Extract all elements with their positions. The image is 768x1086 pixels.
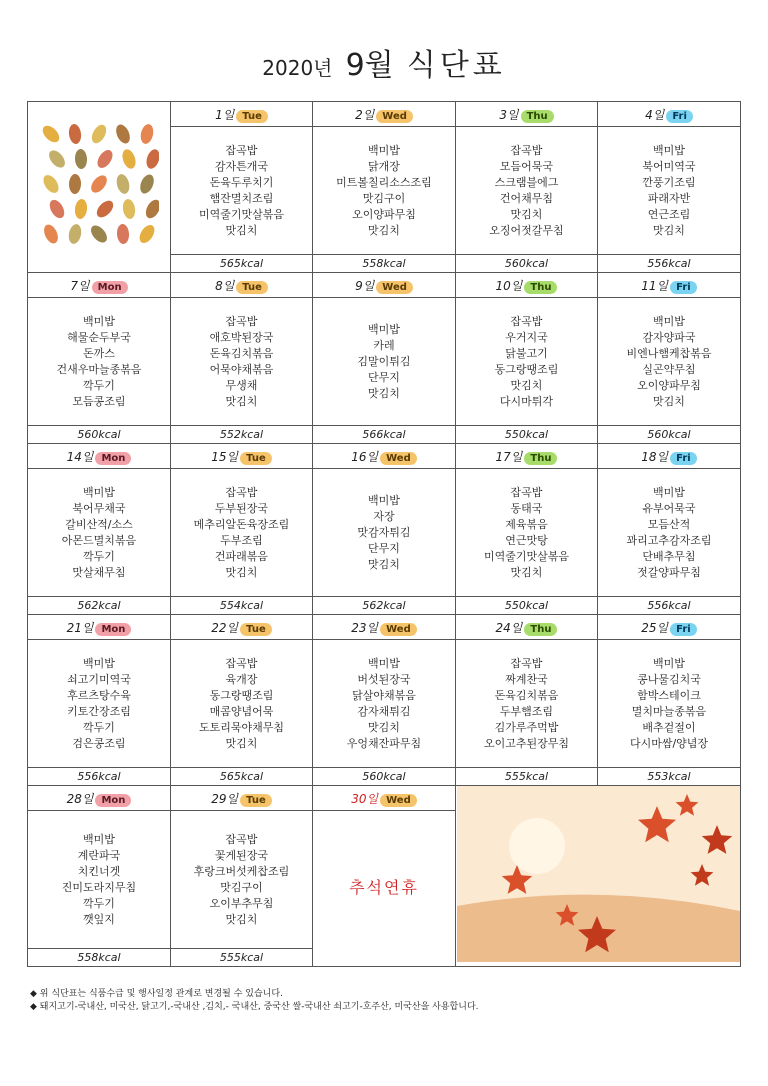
kcal-value: 555kcal [456, 768, 598, 786]
note-1: ◆ 위 식단표는 식품수급 및 행사일정 관계로 변경될 수 있습니다. [30, 989, 283, 999]
menu-item: 돈육김치볶음 [494, 688, 559, 702]
menu-item: 맛김치 [225, 223, 258, 237]
menu-item: 두부조림 [220, 533, 263, 547]
day-menu [171, 640, 313, 768]
day-date: 25일 [641, 620, 669, 635]
menu-item: 연근맛탕 [505, 533, 548, 547]
kcal-value: 560kcal [456, 255, 598, 273]
menu-item: 백미밥 [368, 322, 400, 336]
kcal-value: 552kcal [171, 426, 313, 444]
weekday-badge: Tue [236, 110, 268, 123]
day-menu [313, 811, 456, 967]
day-menu [313, 640, 456, 768]
day-date: 29일 [211, 791, 239, 806]
menu-item: 키토간장조림 [67, 704, 131, 718]
menu-item: 아몬드멸치볶음 [61, 533, 137, 547]
menu-item: 쇠고기미역국 [67, 672, 131, 686]
day-menu [598, 127, 741, 255]
leaf-icon [144, 148, 159, 171]
day-menu [313, 298, 456, 426]
menu-item: 감자채튀김 [357, 704, 411, 718]
menu-item: 맛김치 [368, 386, 400, 400]
day-date: 21일 [66, 620, 94, 635]
day-header [456, 444, 598, 469]
leaf-icon [41, 222, 60, 245]
menu-item: 콩나물김치국 [637, 672, 701, 686]
day-header [171, 615, 313, 640]
menu-item: 깍두기 [83, 378, 115, 392]
day-header [456, 102, 598, 127]
day-menu [456, 469, 598, 597]
menu-item: 제육볶음 [505, 517, 548, 531]
leaf-icon [68, 123, 83, 144]
day-header [456, 615, 598, 640]
day-header [28, 444, 171, 469]
menu-item: 건파래볶음 [214, 549, 269, 563]
day-menu [456, 298, 598, 426]
day-header [313, 102, 456, 127]
day-header [313, 615, 456, 640]
day-date: 18일 [641, 449, 669, 464]
kcal-value: 560kcal [598, 426, 741, 444]
day-date: 24일 [495, 620, 523, 635]
menu-item: 깻잎지 [83, 912, 115, 926]
weekday-badge: Tue [240, 452, 272, 465]
menu-item: 맛김치 [653, 223, 685, 237]
menu-item: 맛김치 [225, 912, 258, 926]
menu-item: 두부된장국 [214, 501, 269, 515]
weekday-badge: Mon [95, 623, 131, 636]
menu-item: 미역줄기맛살볶음 [198, 207, 284, 221]
day-date: 14일 [66, 449, 94, 464]
weekday-badge: Thu [524, 452, 557, 465]
kcal-value: 553kcal [598, 768, 741, 786]
day-menu [313, 127, 456, 255]
day-date: 16일 [351, 449, 379, 464]
menu-item: 백미밥 [368, 656, 400, 670]
menu-item: 맛김치 [368, 720, 400, 734]
menu-item: 맛김구이 [362, 191, 406, 205]
menu-item: 깍두기 [83, 896, 115, 910]
menu-item: 단무지 [368, 541, 400, 555]
day-menu [598, 469, 741, 597]
day-date: 2일 [355, 107, 375, 122]
menu-item: 백미밥 [368, 143, 400, 157]
menu-item: 오징어젓갈무침 [489, 223, 564, 237]
menu-item: 맛김치 [510, 378, 543, 392]
day-header [28, 786, 171, 811]
menu-item: 백미밥 [653, 314, 685, 328]
menu-item: 돈까스 [83, 346, 115, 360]
weekday-badge: Tue [236, 281, 268, 294]
menu-item: 햄잔멸치조림 [209, 191, 274, 205]
weekday-badge: Wed [376, 110, 413, 123]
day-date: 30일 [351, 791, 379, 806]
day-menu [598, 298, 741, 426]
menu-item: 맛김치 [225, 394, 258, 408]
menu-item: 감자튼개국 [214, 159, 269, 173]
note-2: ◆ 돼지고기-국내산, 미국산, 닭고기,-국내산 ,김치,- 국내산, 중국산 쌀-국내산 쇠고기-호주산, 미국산을 사용합니다. [30, 1002, 479, 1012]
menu-item: 단배추무침 [642, 549, 696, 563]
leaf-icon [137, 222, 158, 245]
leaf-icon [88, 172, 110, 195]
leaf-icon [40, 172, 61, 195]
kcal-value: 562kcal [28, 597, 171, 615]
title-year: 2020년 [262, 56, 333, 80]
title-text: 식단표 [406, 48, 506, 83]
menu-item: 맛김치 [653, 394, 685, 408]
kcal-value: 558kcal [28, 949, 171, 967]
day-date: 15일 [211, 449, 239, 464]
menu-item: 미트볼칠리소스조림 [336, 175, 432, 189]
menu-item: 꽈리고추감자조림 [626, 533, 712, 547]
kcal-value: 555kcal [171, 949, 313, 967]
menu-item: 모듬콩조림 [72, 394, 126, 408]
menu-table [27, 101, 741, 967]
kcal-value: 560kcal [313, 768, 456, 786]
menu-item: 애호박된장국 [209, 330, 274, 344]
menu-item: 카레 [373, 338, 395, 352]
day-date: 7일 [70, 278, 90, 293]
day-header [598, 444, 741, 469]
weekday-badge: Wed [380, 623, 417, 636]
menu-item: 비엔나햄케찹볶음 [626, 346, 712, 360]
menu-item: 맛김치 [225, 736, 258, 750]
menu-item: 모듬어묵국 [499, 159, 554, 173]
leaf-icon [40, 123, 63, 146]
kcal-value: 550kcal [456, 426, 598, 444]
day-menu [456, 127, 598, 255]
menu-item: 잡곡밥 [225, 143, 258, 157]
menu-item: 배추겉절이 [642, 720, 696, 734]
menu-item: 백미밥 [83, 485, 115, 499]
menu-item: 다시마쌈/양념장 [629, 736, 709, 750]
leaf-icon [46, 147, 68, 170]
notes [30, 988, 750, 1014]
menu-item: 잡곡밥 [225, 314, 258, 328]
menu-item: 맛김구이 [220, 880, 263, 894]
menu-item: 모듬산적 [647, 517, 691, 531]
menu-item: 감자양파국 [642, 330, 696, 344]
menu-item: 백미밥 [83, 314, 115, 328]
kcal-value: 565kcal [171, 768, 313, 786]
leaf-icon [94, 198, 117, 221]
menu-item: 돈육두루치기 [209, 175, 274, 189]
leaf-icon [113, 122, 132, 145]
day-date: 11일 [641, 278, 669, 293]
menu-item: 연근조림 [647, 207, 691, 221]
menu-item: 우거지국 [505, 330, 548, 344]
leaf-icon [67, 223, 83, 245]
weekday-badge: Fri [670, 281, 697, 294]
weekday-badge: Mon [95, 794, 131, 807]
day-date: 4일 [645, 107, 665, 122]
menu-item: 깍두기 [83, 549, 115, 563]
day-menu [28, 811, 171, 949]
menu-item: 버섯된장국 [357, 672, 411, 686]
kcal-value: 565kcal [171, 255, 313, 273]
kcal-value: 556kcal [598, 597, 741, 615]
day-header [598, 273, 741, 298]
kcal-value: 556kcal [598, 255, 741, 273]
menu-item: 잡곡밥 [510, 485, 543, 499]
day-header [28, 615, 171, 640]
menu-item: 잡곡밥 [510, 143, 543, 157]
menu-item: 건어채무침 [499, 191, 554, 205]
menu-item: 자장 [373, 509, 395, 523]
kcal-value: 556kcal [28, 768, 171, 786]
weekday-badge: Wed [380, 452, 417, 465]
title-month: 9월 [345, 48, 394, 83]
menu-item: 후르츠탕수육 [67, 688, 131, 702]
menu-item: 맛감자튀김 [357, 525, 411, 539]
menu-item: 맛김치 [510, 207, 543, 221]
menu-item: 김말이튀김 [357, 354, 411, 368]
autumn-scene-illustration [457, 786, 740, 962]
leaf-icon [116, 224, 129, 245]
leaf-icon [143, 197, 159, 220]
weekday-badge: Wed [380, 794, 417, 807]
day-menu [171, 469, 313, 597]
menu-item: 오이부추무침 [209, 896, 274, 910]
leaf-icon [122, 198, 137, 220]
day-date: 3일 [499, 107, 519, 122]
leaf-icon [69, 174, 82, 194]
leaf-icon [74, 198, 88, 219]
menu-item: 스크램블에그 [494, 175, 559, 189]
menu-item: 검은콩조림 [72, 736, 126, 750]
menu-item: 맛김치 [368, 223, 400, 237]
menu-item: 북어무채국 [72, 501, 126, 515]
weekday-badge: Fri [666, 110, 693, 123]
menu-item: 멸치마늘종볶음 [631, 704, 707, 718]
menu-item: 백미밥 [83, 656, 115, 670]
day-header [313, 786, 456, 811]
menu-item: 두부햄조림 [499, 704, 554, 718]
day-menu [313, 469, 456, 597]
day-menu [28, 469, 171, 597]
leaf-icon [139, 123, 155, 145]
day-date: 8일 [215, 278, 235, 293]
leaf-icon [89, 122, 109, 145]
menu-item: 실곤약무침 [642, 362, 696, 376]
kcal-value: 562kcal [313, 597, 456, 615]
menu-item: 계란파국 [77, 848, 121, 862]
autumn-leaves-illustration [39, 120, 159, 250]
menu-item: 깍두기 [83, 720, 115, 734]
weekday-badge: Wed [376, 281, 413, 294]
menu-item: 단무지 [368, 370, 400, 384]
weekday-badge: Mon [92, 281, 128, 294]
menu-item: 잡곡밥 [510, 314, 543, 328]
leaf-icon [120, 148, 138, 171]
menu-item: 젓갈양파무침 [637, 565, 701, 579]
day-header [313, 444, 456, 469]
menu-item: 메추리알돈육장조림 [193, 517, 290, 531]
menu-item: 갈비산적/소스 [65, 517, 133, 531]
day-menu [171, 298, 313, 426]
menu-item: 미역줄기맛살볶음 [483, 549, 569, 563]
menu-item: 닭불고기 [505, 346, 548, 360]
day-date: 9일 [355, 278, 375, 293]
kcal-value: 560kcal [28, 426, 171, 444]
menu-item: 닭개장 [368, 159, 400, 173]
day-header [456, 273, 598, 298]
menu-item: 북어미역국 [642, 159, 696, 173]
menu-item: 파래자반 [647, 191, 691, 205]
menu-item: 맛김치 [368, 557, 400, 571]
day-header [598, 615, 741, 640]
weekday-badge: Mon [95, 452, 131, 465]
menu-item: 잡곡밥 [225, 656, 258, 670]
menu-item: 해물순두부국 [67, 330, 131, 344]
menu-item: 닭살야채볶음 [352, 688, 416, 702]
menu-item: 돈육김치볶음 [209, 346, 274, 360]
menu-item: 잡곡밥 [225, 832, 258, 846]
day-header [28, 273, 171, 298]
day-header [313, 273, 456, 298]
menu-item: 육개장 [225, 672, 258, 686]
day-menu [28, 298, 171, 426]
day-date: 17일 [495, 449, 523, 464]
menu-item: 후랑크버섯케찹조림 [193, 864, 290, 878]
menu-item: 백미밥 [368, 493, 400, 507]
leaf-icon [47, 197, 67, 220]
menu-item: 치킨너겟 [77, 864, 121, 878]
menu-item: 백미밥 [83, 832, 115, 846]
weekday-badge: Thu [521, 110, 554, 123]
day-menu [456, 640, 598, 768]
day-date: 23일 [351, 620, 379, 635]
menu-item: 무생채 [225, 378, 258, 392]
kcal-value: 554kcal [171, 597, 313, 615]
kcal-value: 550kcal [456, 597, 598, 615]
menu-item: 잡곡밥 [510, 656, 543, 670]
menu-item: 다시마튀각 [499, 394, 554, 408]
leaf-icon [88, 223, 110, 246]
menu-item: 깐풍기조림 [642, 175, 696, 189]
day-header [171, 786, 313, 811]
holiday-label: 추석연휴 [349, 877, 419, 897]
day-date: 1일 [215, 107, 235, 122]
menu-item: 잡곡밥 [225, 485, 258, 499]
menu-item: 함박스테이크 [637, 688, 701, 702]
kcal-value: 566kcal [313, 426, 456, 444]
menu-item: 진미도라지무침 [61, 880, 137, 894]
page-title [0, 40, 768, 84]
menu-item: 김가루주먹밥 [494, 720, 559, 734]
leaf-icon [74, 149, 87, 170]
leaf-icon [94, 147, 115, 170]
menu-item: 맛살채무침 [72, 565, 126, 579]
menu-item: 매콤양념어묵 [209, 704, 274, 718]
menu-item: 맛김치 [510, 565, 543, 579]
kcal-value: 558kcal [313, 255, 456, 273]
menu-item: 동그랑땡조림 [494, 362, 559, 376]
day-date: 28일 [66, 791, 94, 806]
menu-item: 맛김치 [225, 565, 258, 579]
menu-item: 백미밥 [653, 143, 685, 157]
menu-item: 동그랑땡조림 [209, 688, 274, 702]
menu-item: 꽃게된장국 [214, 848, 269, 862]
day-date: 22일 [211, 620, 239, 635]
menu-item: 유부어묵국 [642, 501, 696, 515]
leaf-icon [115, 173, 131, 195]
menu-item: 백미밥 [653, 485, 685, 499]
menu-item: 오이양파무침 [352, 207, 416, 221]
day-header [171, 102, 313, 127]
menu-item: 짜계찬국 [505, 672, 548, 686]
weekday-badge: Fri [670, 452, 697, 465]
menu-item: 건새우마늘종볶음 [56, 362, 142, 376]
weekday-badge: Tue [240, 794, 272, 807]
day-menu [171, 811, 313, 949]
day-menu [28, 640, 171, 768]
weekday-badge: Tue [240, 623, 272, 636]
day-date: 10일 [495, 278, 523, 293]
day-header [171, 273, 313, 298]
menu-item: 우엉채잔파무침 [346, 736, 422, 750]
weekday-badge: Thu [524, 623, 557, 636]
menu-item: 동태국 [510, 501, 543, 515]
day-header [598, 102, 741, 127]
weekday-badge: Fri [670, 623, 697, 636]
menu-item: 어묵야채볶음 [209, 362, 274, 376]
menu-item: 백미밥 [653, 656, 685, 670]
leaf-image-cell [28, 102, 171, 273]
day-menu [171, 127, 313, 255]
day-menu [598, 640, 741, 768]
scene-image-cell [456, 786, 741, 967]
menu-item: 오이양파무침 [637, 378, 701, 392]
menu-item: 도토리묵야채무침 [198, 720, 284, 734]
weekday-badge: Thu [524, 281, 557, 294]
leaf-icon [138, 172, 157, 195]
day-header [171, 444, 313, 469]
menu-item: 오이고추된장무침 [483, 736, 569, 750]
